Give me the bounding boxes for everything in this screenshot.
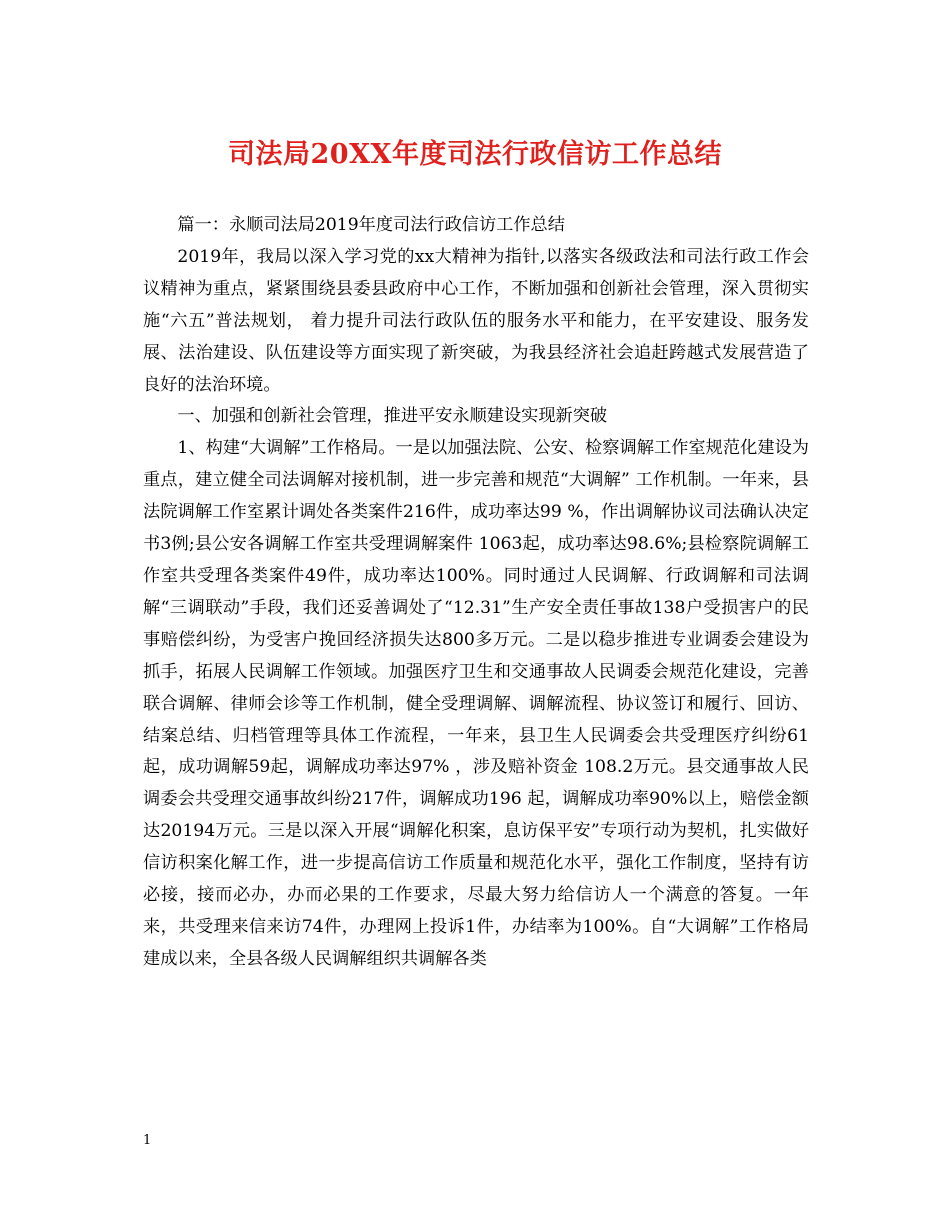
body-paragraph-mediation: 1、构建“大调解”工作格局。一是以加强法院、公安、检察调解工作室规范化建设为重点，建立健全司法调解对接机制，进一步完善和规范“大调解” 工作机制。一年来，县法院调解工作室累计调处各类案件216件，成功率达99 %，作出调解协议司法确认决定书3例;县公安各调解工作室共受理调解案件 1063起，成功率达98.6%;县检察院调解工作室共受理各类案件49件，成功率达100%。同时通过人民调解、行政调解和司法调解“三调联动”手段，我们还妥善调处了“12.31”生产安全责任事故138户受损害户的民事赔偿纠纷，为受害户挽回经济损失达800多万元。二是以稳步推进专业调委会建设为抓手，拓展人民调解工作领域。加强医疗卫生和交通事故人民调委会规范化建设，完善联合调解、律师会诊等工作机制，健全受理调解、调解流程、协议签订和履行、回访、结案总结、归档管理等具体工作流程，一年来，县卫生人民调委会共受理医疗纠纷61起，成功调解59起，调解成功率达97% ，涉及赔补资金 108.2万元。县交通事故人民调委会共受理交通事故纠纷217件，调解成功196 起，调解成功率90%以上，赔偿金额达20194万元。三是以深入开展“调解化积案，息访保平安”专项行动为契机，扎实做好信访积案化解工作，进一步提高信访工作质量和规范化水平，强化工作制度，坚持有访必接，接而必办，办而必果的工作要求，尽最大努力给信访人一个满意的答复。一年来，共受理来信来访74件，办理网上投诉1件，办结率为100%。自“大调解”工作格局建成以来，全县各级人民调解组织共调解各类	[143, 438, 809, 969]
section-heading-part-one: 篇一：永顺司法局2019年度司法行政信访工作总结	[177, 215, 565, 235]
section-heading-1: 一、加强和创新社会管理，推进平安永顺建设实现新突破	[177, 406, 608, 427]
page-number: 1	[143, 1133, 152, 1148]
document-body	[143, 210, 809, 976]
intro-paragraph: 2019年，我局以深入学习党的xx大精神为指针,以落实各级政法和司法行政工作会议精神为重点，紧紧围绕县委县政府中心工作，不断加强和创新社会管理，深入贯彻实施“六五”普法规划， 着力提升司法行政队伍的服务水平和能力，在平安建设、服务发展、法治建设、队伍建设等方面实现了新突破，为我县经济社会追赶跨越式发展营造了良好的法治环境。	[143, 246, 809, 395]
document-title: 司法局20XX年度司法行政信访工作总结	[228, 139, 722, 170]
